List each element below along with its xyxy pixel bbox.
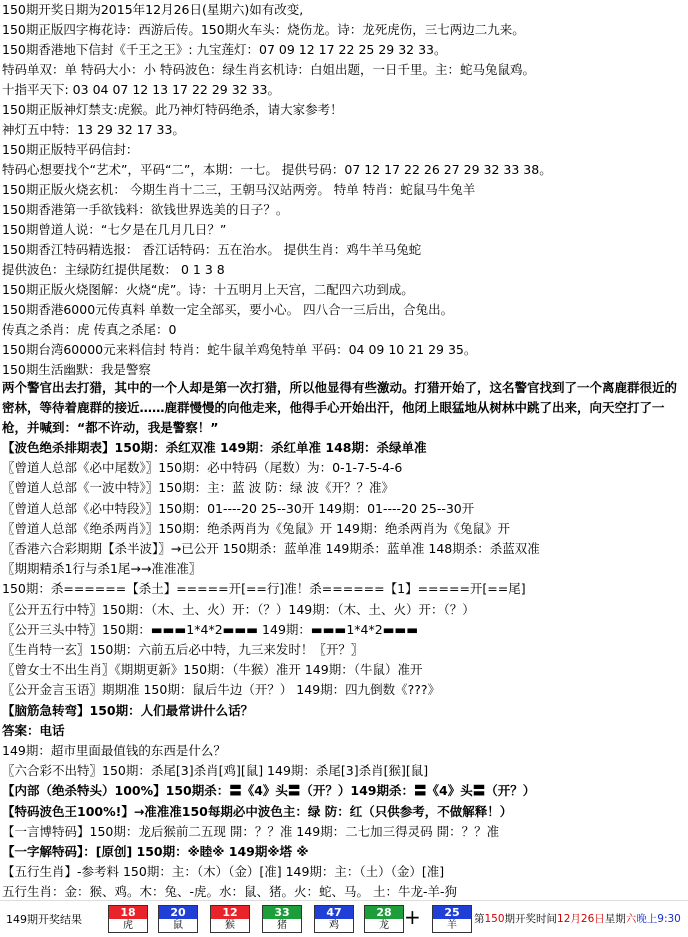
text-line: 150期台湾60000元来料信封 特肖：蛇牛鼠羊鸡兔特单 平码：04 09 10 21 29 35。 [2, 342, 477, 357]
text-line: 〖曾道人总部《绝杀两肖》〗150期：绝杀两肖为《兔鼠》开 149期：绝杀两肖为《兔鼠》开 [2, 520, 510, 536]
ball-zodiac: 鸡 [315, 919, 353, 932]
ball-zodiac: 羊 [433, 919, 471, 932]
text-line: 150期香港第一手欲钱料：欲钱世界选美的日子？。 [2, 202, 289, 217]
text-line: 〖曾道人总部《一波中特》〗150期：主：蓝 波 防：绿 波《开？？准》 [2, 480, 395, 496]
text-line: 【波色绝杀排期表】150期：杀红双准 149期：杀红单准 148期：杀绿单准 [2, 440, 427, 455]
results-bar [0, 900, 688, 937]
ball-number: 33 [263, 906, 301, 919]
text-line: 〖期期精杀1行与杀1尾→→准准准〗 [2, 561, 202, 577]
text-line: 提供波色：主绿防红提供尾数： 0 1 3 8 [2, 262, 225, 277]
result-ball [158, 905, 198, 933]
text-line: 〖公开五行中特〗150期：（木、土、火）开：（？）149期：（木、土、火）开：（？） [2, 601, 475, 617]
text-line: 150期香港6000元传真料 单数一定全部买，要小心。 四八合一三后出，合兔出。 [2, 302, 454, 317]
text-line: 150期正版火烧玄机： 今期生肖十二三，王朝马汉站两旁。 特单 特肖：蛇鼠马牛兔羊 [2, 182, 476, 197]
text-line: 〖曾女士不出生肖〗《期期更新》150期：（牛猴）准开 149期：（牛鼠）准开 [2, 662, 423, 678]
text-line: 150期曾道人说：“七夕是在几月几日？” [2, 222, 227, 237]
ball-zodiac: 龙 [365, 919, 403, 932]
ball-zodiac: 鼠 [159, 919, 197, 932]
text-line: 十指平天下: 03 04 07 12 13 17 22 29 32 33。 [2, 82, 281, 97]
text-line: 【一言博特码】150期：龙后猴前二五现 開：？？准 149期：二七加三得灵码 開：？？准 [2, 823, 500, 839]
text-line: 答案：电话 [2, 722, 65, 738]
result-ball [314, 905, 354, 933]
text-line: 【五行生肖】-参考料 150期：主：（木）（金）[准] 149期：主：（土）（金）[准] [2, 864, 445, 880]
text-line: 150期：杀======【杀土】=====开[==行]准！杀======【1】=====开[==尾] [2, 581, 526, 597]
text-line: 五行生肖：金：猴、鸡。木：兔、-虎。水：鼠、猪。火：蛇、马。 土：牛龙-羊-狗 [2, 884, 458, 900]
text-line: 特码单双：单 特码大小：小 特码波色：绿生肖玄机诗：白姐出题，一日千里。主：蛇马兔鼠鸡。 [2, 62, 535, 77]
info-prefix: 第 [474, 913, 485, 925]
result-ball [432, 905, 472, 933]
ball-number: 28 [365, 906, 403, 919]
text-line: 〖曾道人总部《必中尾数》〗150期：必中特码（尾数）为：0-1-7-5-4-6 [2, 460, 403, 476]
text-line: 150期开奖日期为2015年12月26日(星期六)如有改变, [2, 2, 304, 17]
text-line: 150期生活幽默：我是警察 [2, 362, 151, 377]
ball-number: 18 [109, 906, 147, 919]
text-line: 【特码波色王100%!】→准准准150每期必中波色主：绿 防：红（只供参考，不做解释！） [2, 803, 513, 819]
result-ball [364, 905, 404, 933]
text-line: 150期香港地下信封《千王之王》: 九宝莲灯：07 09 12 17 22 25 29 32 33。 [2, 42, 447, 57]
info-date: 12月26日 [557, 913, 605, 925]
text-line: 〖六合彩不出特〗150期：杀尾[3]杀肖[鸡][鼠] 149期：杀尾[3]杀肖[猴][鼠] [2, 763, 429, 779]
plus-sign: + [404, 905, 421, 929]
text-line: 【脑筋急转弯】150期：人们最常讲什么话？ [2, 702, 254, 718]
text-line: 传真之杀肖：虎 传真之杀尾：0 [2, 322, 177, 337]
text-line: 150期正版四字梅花诗：西游后传。150期火车头：烧伤龙。诗：龙死虎伤，三七两边二九来。 [2, 22, 525, 37]
ball-number: 25 [433, 906, 471, 919]
text-line: 〖公开金言玉语〗期期准 150期：鼠后牛边（开？） 149期：四九倒数《???》 [2, 682, 441, 698]
ball-number: 47 [315, 906, 353, 919]
text-line: 149期：超市里面最值钱的东西是什么？ [2, 743, 226, 758]
text-line: 【内部（绝杀特头）100%】150期杀：〓《4》头〓（开？）149期杀：〓《4》头〓（开？） [2, 783, 536, 799]
info-weekday-label: 星期 [604, 913, 626, 925]
text-line: 神灯五中特：13 29 32 17 33。 [2, 122, 185, 137]
result-ball [262, 905, 302, 933]
ball-zodiac: 猴 [211, 919, 249, 932]
info-period: 150 [484, 913, 505, 925]
text-line: 特码心想要找个“艺术”，平码“二”，本期：一七。 提供号码：07 12 17 22 26 27 29 32 33 38。 [2, 162, 552, 177]
text-line: 〖香港六合彩期期【杀半波】〗→已公开 150期杀：蓝单准 149期杀：蓝单准 148期杀：杀蓝双准 [2, 541, 540, 556]
text-line: 〖曾道人总部《必中特段》〗150期：01----20 25--30开 149期：01----20 25--30开 [2, 500, 475, 516]
text-line: 150期正版特平码信封： [2, 142, 139, 157]
info-weekday: 六 [625, 913, 637, 925]
result-ball [210, 905, 250, 933]
info-time: 晚上9:30 [636, 913, 681, 925]
text-line: 【一字解特码】：[原创] 150期：※睦※ 149期※塔 ※ [2, 844, 309, 859]
ball-number: 20 [159, 906, 197, 919]
ball-zodiac: 虎 [109, 919, 147, 932]
text-line: 150期正版火烧图解：火烧“虎”。诗：十五明月上天宫，二配四六功到成。 [2, 282, 414, 297]
draw-time-info [474, 911, 681, 926]
ball-zodiac: 猪 [263, 919, 301, 932]
text-line: 〖公开三头中特〗150期：▬▬▬1*4*2▬▬▬ 149期：▬▬▬1*4*2▬▬▬ [2, 621, 419, 637]
joke-paragraph: 两个警官出去打猎，其中的一个人却是第一次打猎，所以他显得有些激动。打猎开始了，这名警官找到了一个离鹿群很近的密林，等待着鹿群的接近……鹿群慢慢的向他走来，他得手心开始出汗，他闭上眼猛地从树林中跳了出来，向天空打了一枪，并喊到：“都不许动，我是警察！” [2, 380, 678, 435]
results-title: 149期开奖结果 [6, 913, 82, 926]
text-line: 〖生肖特一玄〗150期：六前五后必中特，九三来发时！〖开？〗 [2, 642, 364, 657]
ball-number: 12 [211, 906, 249, 919]
info-label: 期开奖时间 [504, 913, 558, 925]
text-line: 150期正版神灯禁支:虎猴。此乃神灯特码绝杀，请大家参考！ [2, 102, 343, 117]
text-line: 150期香江特码精选报： 香江话特码：五在治水。 提供生肖：鸡牛羊马兔蛇 [2, 242, 422, 257]
result-ball [108, 905, 148, 933]
